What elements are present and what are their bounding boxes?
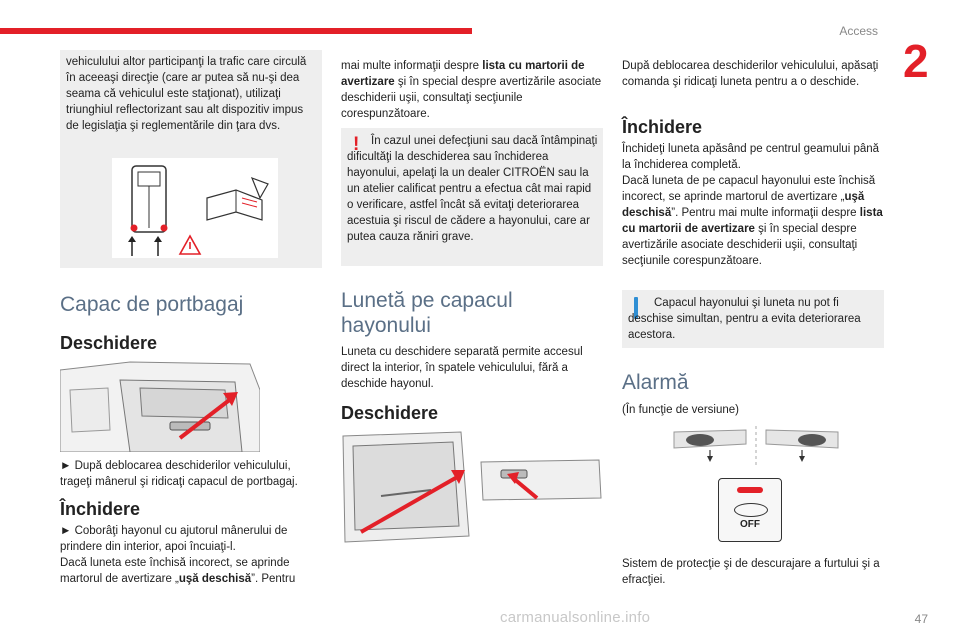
rear-window-open-heading: Deschidere — [341, 403, 439, 423]
close-text-b5: şi în special despre avertizările asociate deschiderii uşii, consultaţi secţiunile corespunzătoare. — [622, 223, 858, 267]
close-text-b3: ”. Pentru mai multe informaţii despre — [671, 207, 860, 219]
warning-exclamation-icon: ! — [353, 134, 360, 155]
rear-window-close-heading: Închidere — [622, 117, 703, 137]
close-text-b1: Dacă luneta de pe capacul hayonului este închisă incorect, se aprinde martorul de avertizare „ — [622, 175, 876, 203]
col2-cont-a: mai multe informaţii despre — [341, 60, 483, 72]
alarm-off-label: OFF — [740, 519, 760, 530]
hazard-note-text: vehiculului altor participanţi la trafic care circulă în aceeaşi direcţie (care ar putea să nu-şi dea seama că vehiculul este staţionat), utilizaţi triunghiul reflectorizant sau alt dispozitiv impus de legislaţia şi reglementările din ţara dvs. — [66, 56, 307, 132]
tailgate-handle-illustration — [60, 360, 260, 452]
rear-window-open-text: După deblocarea deschiderilor vehiculului, apăsaţi comanda şi ridicaţi luneta pentru a o deschide. — [622, 60, 879, 88]
trunk-open-illustration — [60, 360, 260, 452]
rear-window-close-text — [622, 141, 884, 269]
door-open-warning-term-2: uşă deschisă — [622, 191, 865, 219]
alarm-version-note: (În funcţie de versiune) — [622, 404, 739, 416]
header-red-bar — [0, 28, 472, 34]
warning-lights-list-link-2: lista cu martorii de avertizare — [622, 207, 883, 235]
warning-lights-list-link: lista cu martorii de avertizare — [341, 60, 585, 88]
trunk-open-text: ► După deblocarea deschiderilor vehiculului, trageţi mânerul şi ridicaţi capacul de portbagaj. — [60, 460, 298, 488]
trunk-close-heading: Închidere — [60, 499, 141, 519]
car-warning-triangle-illustration — [112, 158, 278, 258]
close-text-a: Închideţi luneta apăsând pe centrul geamului până la închiderea completă. — [622, 143, 880, 171]
section-name: Access — [839, 24, 878, 38]
door-open-warning-term: uşă deschisă — [178, 573, 252, 585]
warning-text: În cazul unei defecţiuni sau dacă întâmpinaţi dificultăţi la deschiderea sau închiderea hayonului, apelaţi la un dealer CITROËN sau la un atelier calificat pentru a efectua cât mai rapid o verificare, astfel încât să evitaţi deteriorarea acestuia şi riscul de cădere a hayonului, care ar putea cauza răniri grave. — [347, 135, 598, 243]
page-number: 47 — [914, 612, 928, 626]
alarm-off-button-illustration — [718, 478, 782, 542]
alarm-sensor-icon — [734, 503, 768, 517]
alarm-sensor-illustration — [672, 426, 840, 466]
watermark: carmanualsonline.info — [500, 609, 651, 626]
rear-window-intro: Luneta cu deschidere separată permite accesul direct la interior, în spatele vehiculului, fără a deschide hayonul. — [341, 346, 583, 390]
rear-window-illustration — [341, 426, 603, 544]
trunk-close-line2c: ”. Pentru — [251, 573, 296, 585]
hazard-note-box — [60, 50, 322, 268]
alarm-description: Sistem de protecţie şi de descurajare a furtului şi a efracţiei. — [622, 558, 880, 586]
warning-box — [341, 128, 603, 266]
trunk-close-line1: ► Coborâţi hayonul cu ajutorul mânerului de prindere din interior, apoi încuiaţi-l. — [60, 525, 288, 553]
rear-window-heading: Lunetă pe capacul hayonului — [341, 289, 513, 337]
alarm-heading: Alarmă — [622, 371, 689, 394]
trunk-close-line2a: Dacă luneta este închisă incorect, se aprinde martorul de avertizare „ — [60, 557, 290, 585]
rear-window-button-illustration — [341, 426, 603, 544]
chapter-number: 2 — [903, 35, 929, 87]
alarm-indicator-led — [737, 487, 763, 493]
trunk-close-text — [60, 523, 322, 587]
trunk-open-heading: Deschidere — [60, 333, 158, 353]
info-box — [622, 290, 884, 348]
col2-cont-c: şi în special despre avertizările asociate deschiderii uşii, consultaţi secţiunile corespunzătoare. — [341, 76, 602, 120]
hazard-illustration — [112, 158, 278, 258]
trunk-lid-heading: Capac de portbagaj — [60, 293, 244, 316]
info-text: Capacul hayonului şi luneta nu pot fi deschise simultan, pentru a evita deteriorarea acestora. — [628, 297, 861, 341]
col2-continuation-text — [341, 58, 603, 122]
interior-sensor-icons — [672, 426, 840, 466]
